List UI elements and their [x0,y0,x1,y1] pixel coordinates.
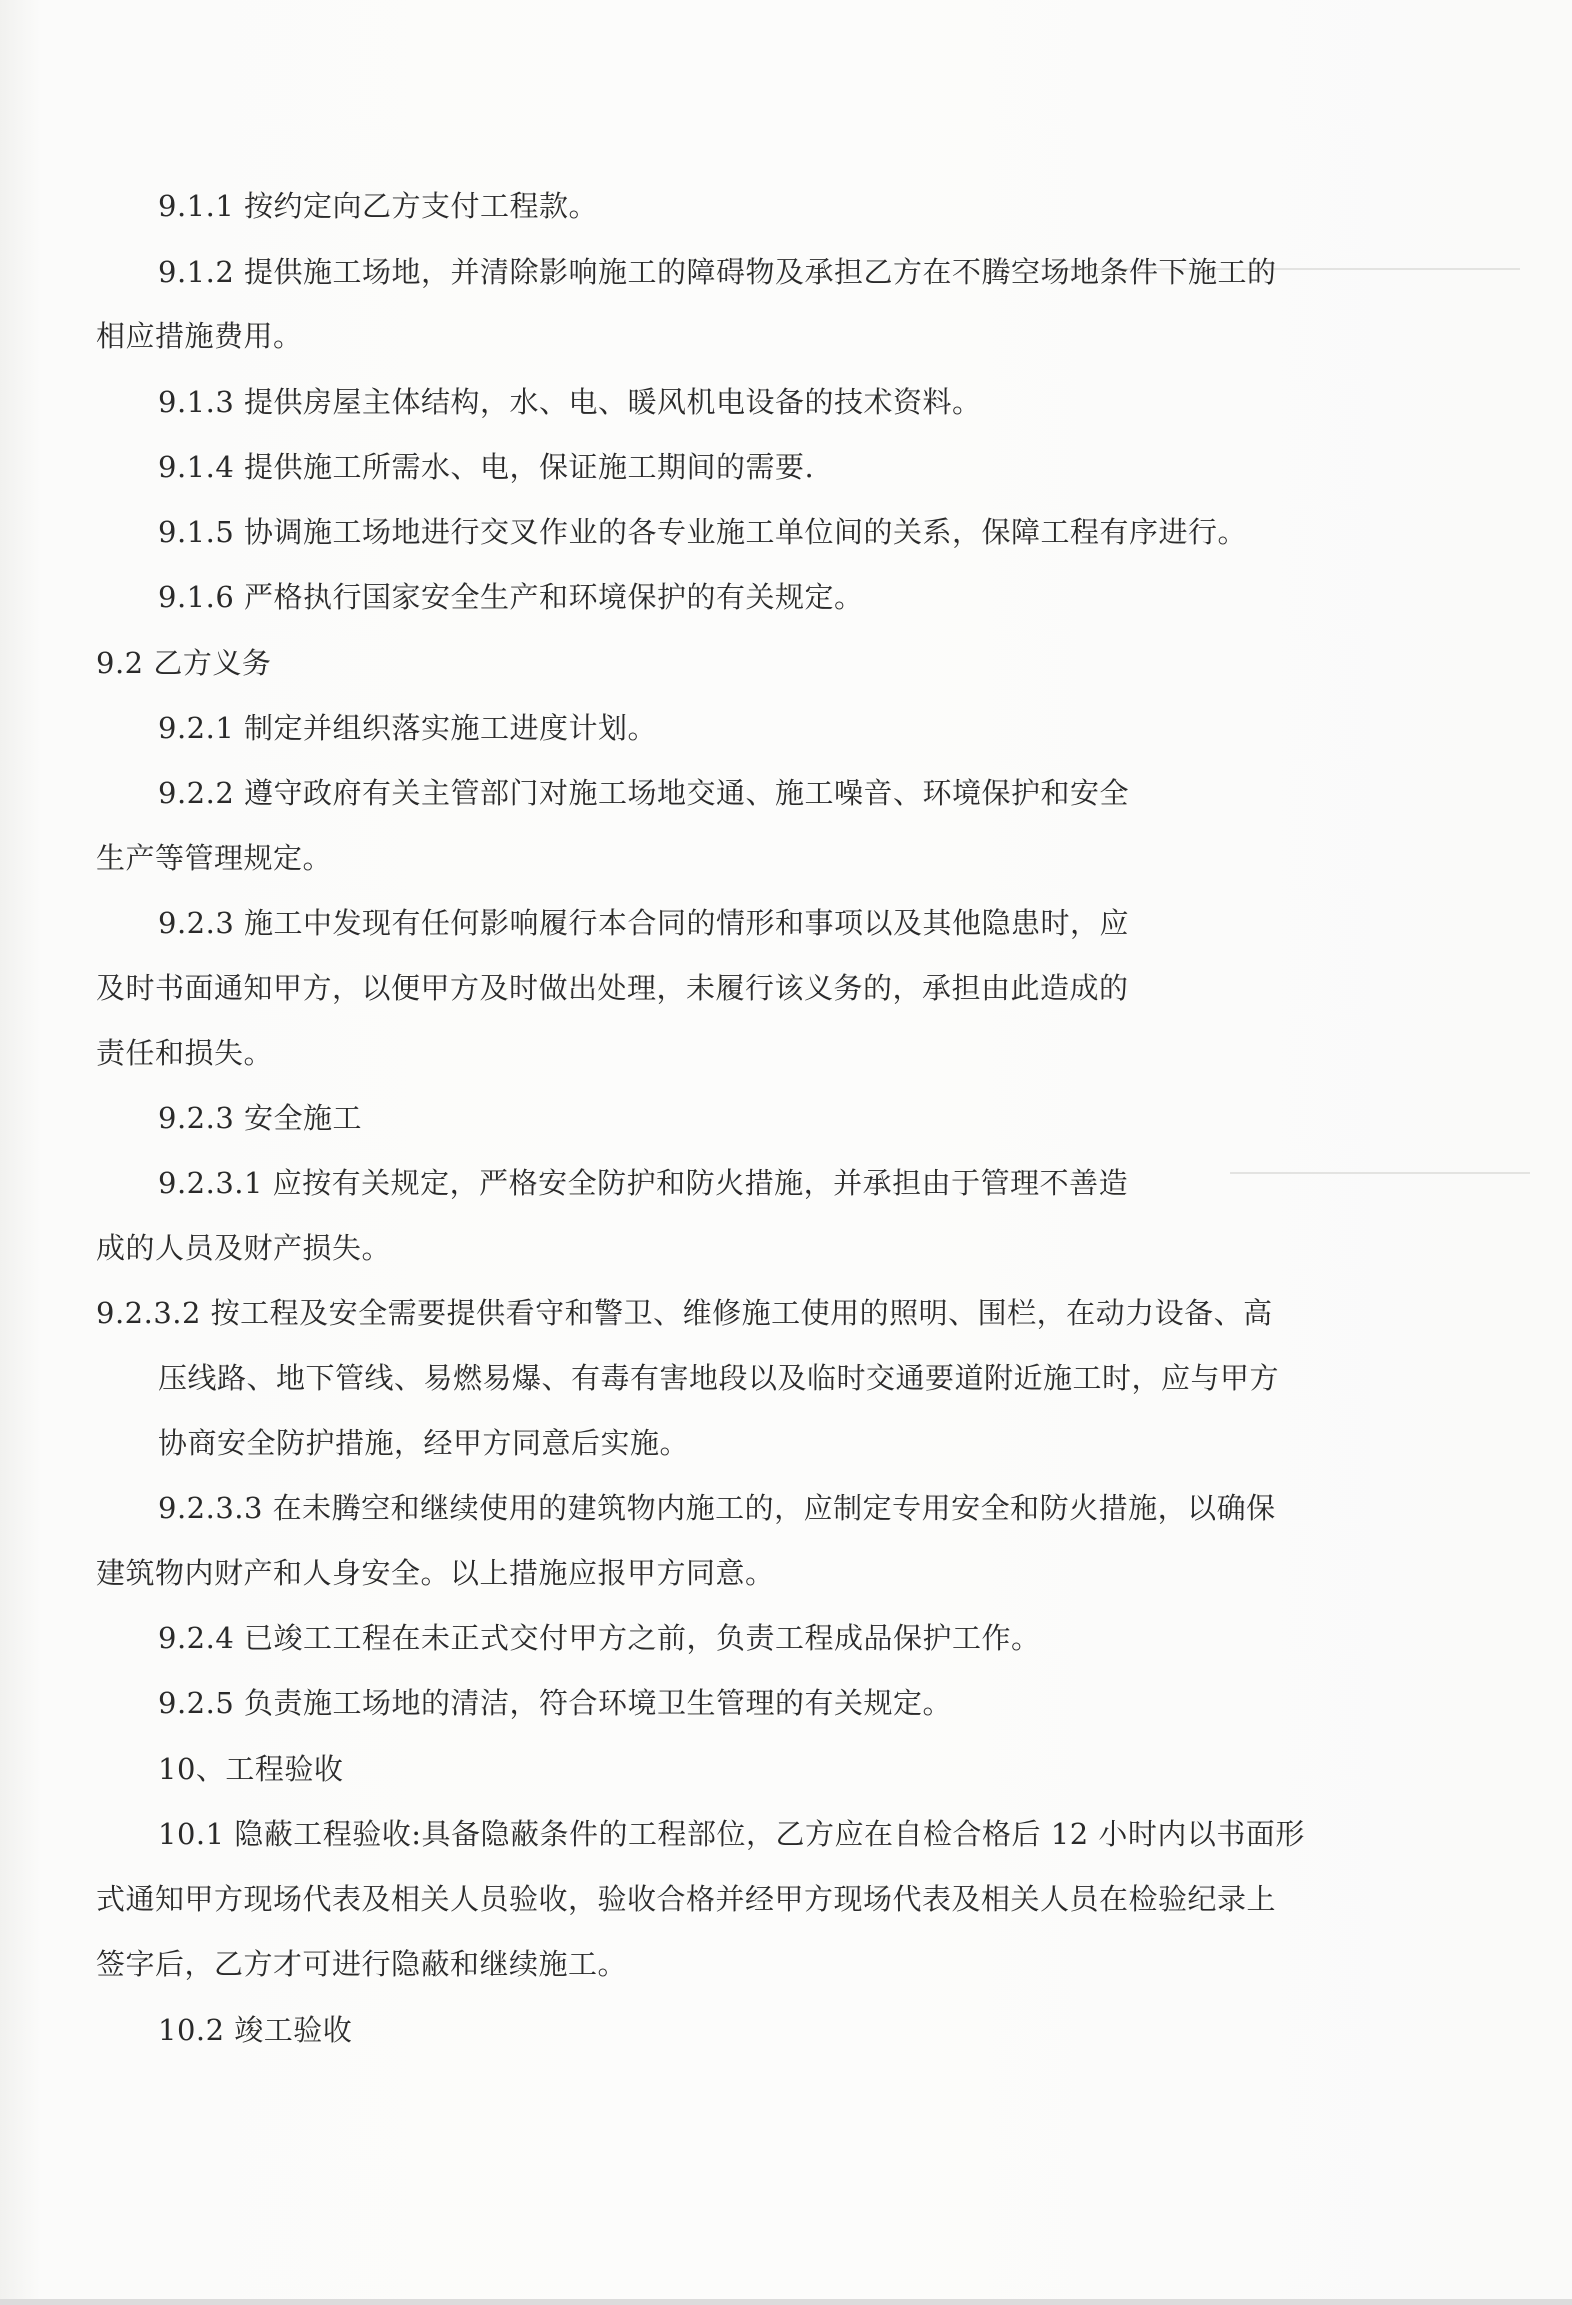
clause-9-2-3-2-cont: 压线路、地下管线、易燃易爆、有毒有害地段以及临时交通要道附近施工时，应与甲方 [158,1361,1280,1395]
clause-9-1-3: 9.1.3 提供房屋主体结构，水、电、暖风机电设备的技术资料。 [158,385,982,419]
clause-9-2-3-1: 9.2.3.1 应按有关规定，严格安全防护和防火措施，并承担由于管理不善造 [158,1166,1129,1200]
clause-9-2-2-cont: 生产等管理规定。 [96,841,333,875]
clause-9-2-5: 9.2.5 负责施工场地的清洁，符合环境卫生管理的有关规定。 [158,1686,953,1720]
clause-9-2-3-2-cont: 协商安全防护措施，经甲方同意后实施。 [158,1426,690,1460]
clause-9-2-3-2: 9.2.3.2 按工程及安全需要提供看守和警卫、维修施工使用的照明、围栏，在动力设备、高 [96,1296,1273,1330]
clause-10-2: 10.2 竣工验收 [158,2013,353,2047]
section-10-heading: 10、工程验收 [158,1752,344,1786]
clause-9-2-4: 9.2.4 已竣工工程在未正式交付甲方之前，负责工程成品保护工作。 [158,1621,1041,1655]
clause-9-2-2: 9.2.2 遵守政府有关主管部门对施工场地交通、施工噪音、环境保护和安全 [158,776,1130,810]
scan-bottom-edge [0,2299,1572,2305]
clause-9-1-5: 9.1.5 协调施工场地进行交叉作业的各专业施工单位间的关系，保障工程有序进行。 [158,515,1248,549]
section-9-2-heading: 9.2 乙方义务 [96,646,272,680]
clause-9-2-3: 9.2.3 施工中发现有任何影响履行本合同的情形和事项以及其他隐患时，应 [158,906,1130,940]
clause-10-1-cont: 式通知甲方现场代表及相关人员验收，验收合格并经甲方现场代表及相关人员在检验纪录上 [96,1882,1277,1916]
clause-9-2-3-safety: 9.2.3 安全施工 [158,1101,363,1135]
clause-10-1-cont: 签字后，乙方才可进行隐蔽和继续施工。 [96,1947,628,1981]
clause-9-2-1: 9.2.1 制定并组织落实施工进度计划。 [158,711,658,745]
clause-9-2-3-cont: 责任和损失。 [96,1036,274,1070]
clause-9-1-1: 9.1.1 按约定向乙方支付工程款。 [158,189,599,223]
clause-9-1-4: 9.1.4 提供施工所需水、电，保证施工期间的需要. [158,450,815,484]
clause-9-1-2-cont: 相应措施费用。 [96,319,303,353]
clause-9-2-3-3-cont: 建筑物内财产和人身安全。以上措施应报甲方同意。 [96,1556,775,1590]
clause-9-1-6: 9.1.6 严格执行国家安全生产和环境保护的有关规定。 [158,580,864,614]
clause-9-1-2: 9.1.2 提供施工场地，并清除影响施工的障碍物及承担乙方在不腾空场地条件下施工的 [158,255,1277,289]
clause-9-2-3-1-cont: 成的人员及财产损失。 [96,1231,392,1265]
clause-10-1: 10.1 隐蔽工程验收:具备隐蔽条件的工程部位，乙方应在自检合格后 12 小时内以书面形 [158,1817,1305,1851]
clause-9-2-3-cont: 及时书面通知甲方，以便甲方及时做出处理，未履行该义务的，承担由此造成的 [96,971,1129,1005]
clause-9-2-3-3: 9.2.3.3 在未腾空和继续使用的建筑物内施工的，应制定专用安全和防火措施，以确保 [158,1491,1276,1525]
